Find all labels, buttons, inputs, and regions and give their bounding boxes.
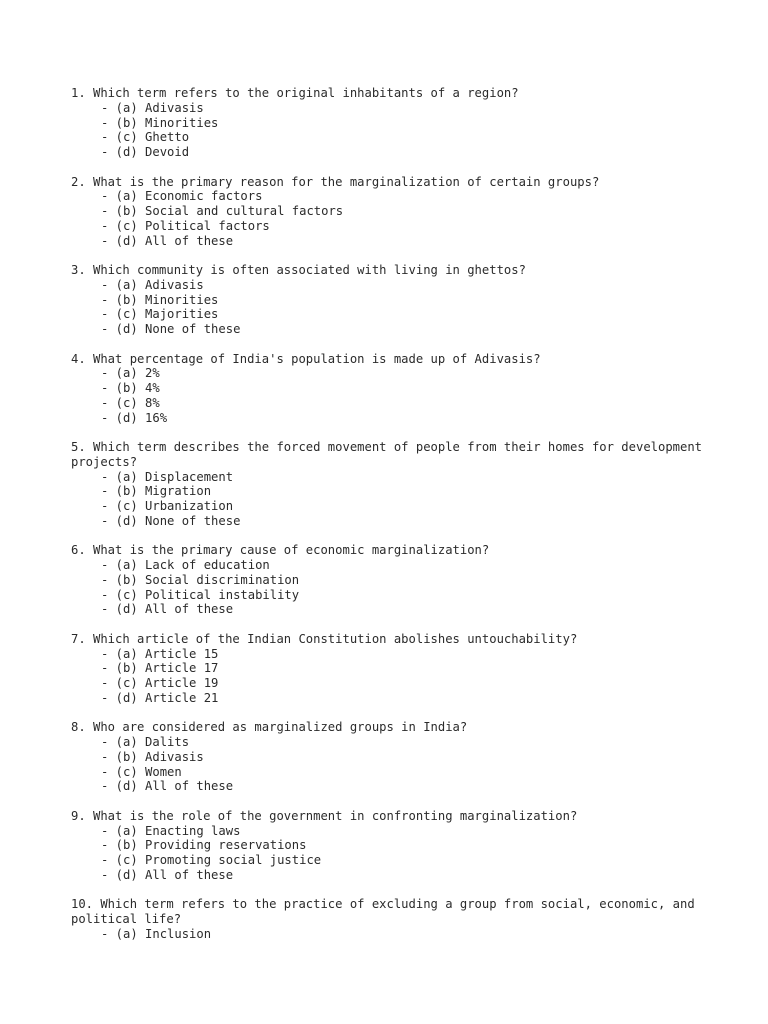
- option-a: - (a) Dalits: [101, 735, 190, 749]
- quiz-document: [71, 86, 711, 956]
- option-b: - (b) Migration: [101, 484, 212, 499]
- question-10: [71, 897, 711, 941]
- option-d: - (d) Article 21: [101, 690, 219, 705]
- question-6: [71, 543, 711, 617]
- option-a: - (a) Economic factors: [101, 189, 263, 204]
- option-b: - (b) Social and cultural factors: [101, 204, 344, 218]
- question-text: 7. Which article of the Indian Constitution abolishes untouchability?: [71, 631, 578, 646]
- question-2: [71, 175, 711, 249]
- question-text: 5. Which term describes the forced movement of people from their homes for development projects?: [71, 440, 710, 469]
- option-b: - (b) Adivasis: [101, 749, 204, 764]
- question-text: 10. Which term refers to the practice of excluding a group from social, economic, and political life?: [71, 897, 703, 926]
- question-1: [71, 86, 711, 160]
- option-list: [71, 735, 711, 794]
- option-a: - (a) Displacement: [101, 469, 234, 484]
- option-c: - (c) Political factors: [101, 218, 270, 233]
- question-5: [71, 440, 711, 529]
- option-a: - (a) Enacting laws: [101, 823, 241, 838]
- question-text: 1. Which term refers to the original inhabitants of a region?: [71, 86, 519, 100]
- question-text: 3. Which community is often associated with living in ghettos?: [71, 263, 526, 277]
- option-a: - (a) Article 15: [101, 646, 219, 661]
- question-9: [71, 809, 711, 883]
- option-d: - (d) All of these: [101, 779, 234, 794]
- option-list: [71, 278, 711, 337]
- option-list: [71, 927, 711, 942]
- option-c: - (c) Ghetto: [101, 130, 190, 145]
- option-d: - (d) All of these: [101, 867, 234, 882]
- option-c: - (c) Political instability: [101, 587, 300, 602]
- option-d: - (d) All of these: [101, 602, 234, 617]
- question-4: [71, 352, 711, 426]
- option-b: - (b) Social discrimination: [101, 572, 300, 587]
- option-c: - (c) Promoting social justice: [101, 853, 322, 867]
- option-a: - (a) 2%: [101, 366, 160, 381]
- option-list: [71, 366, 711, 425]
- option-b: - (b) Providing reservations: [101, 838, 307, 853]
- option-a: - (a) Adivasis: [101, 100, 204, 115]
- option-a: - (a) Lack of education: [101, 558, 270, 572]
- option-d: - (d) None of these: [101, 513, 241, 528]
- option-c: - (c) Women: [101, 764, 182, 779]
- option-list: [71, 101, 711, 160]
- question-text: 6. What is the primary cause of economic marginalization?: [71, 543, 490, 558]
- option-b: - (b) Minorities: [101, 115, 219, 130]
- option-c: - (c) Article 19: [101, 676, 219, 690]
- option-d: - (d) Devoid: [101, 145, 190, 159]
- option-d: - (d) 16%: [101, 410, 168, 425]
- question-8: [71, 720, 711, 794]
- option-c: - (c) Urbanization: [101, 499, 234, 513]
- question-3: [71, 263, 711, 337]
- option-list: [71, 189, 711, 248]
- option-b: - (b) 4%: [101, 381, 160, 395]
- option-d: - (d) None of these: [101, 322, 241, 336]
- option-b: - (b) Article 17: [101, 661, 219, 676]
- option-a: - (a) Adivasis: [101, 277, 204, 292]
- option-list: [71, 647, 711, 706]
- question-7: [71, 632, 711, 706]
- option-b: - (b) Minorities: [101, 292, 219, 307]
- question-text: 4. What percentage of India's population is made up of Adivasis?: [71, 351, 541, 366]
- option-c: - (c) Majorities: [101, 307, 219, 322]
- option-c: - (c) 8%: [101, 395, 160, 410]
- question-text: 9. What is the role of the government in confronting marginalization?: [71, 808, 578, 823]
- question-text: 8. Who are considered as marginalized groups in India?: [71, 720, 468, 735]
- question-text: 2. What is the primary reason for the marginalization of certain groups?: [71, 174, 600, 189]
- option-a: - (a) Inclusion: [101, 926, 212, 941]
- option-list: [71, 470, 711, 529]
- option-list: [71, 824, 711, 883]
- option-d: - (d) All of these: [101, 233, 234, 248]
- option-list: [71, 558, 711, 617]
